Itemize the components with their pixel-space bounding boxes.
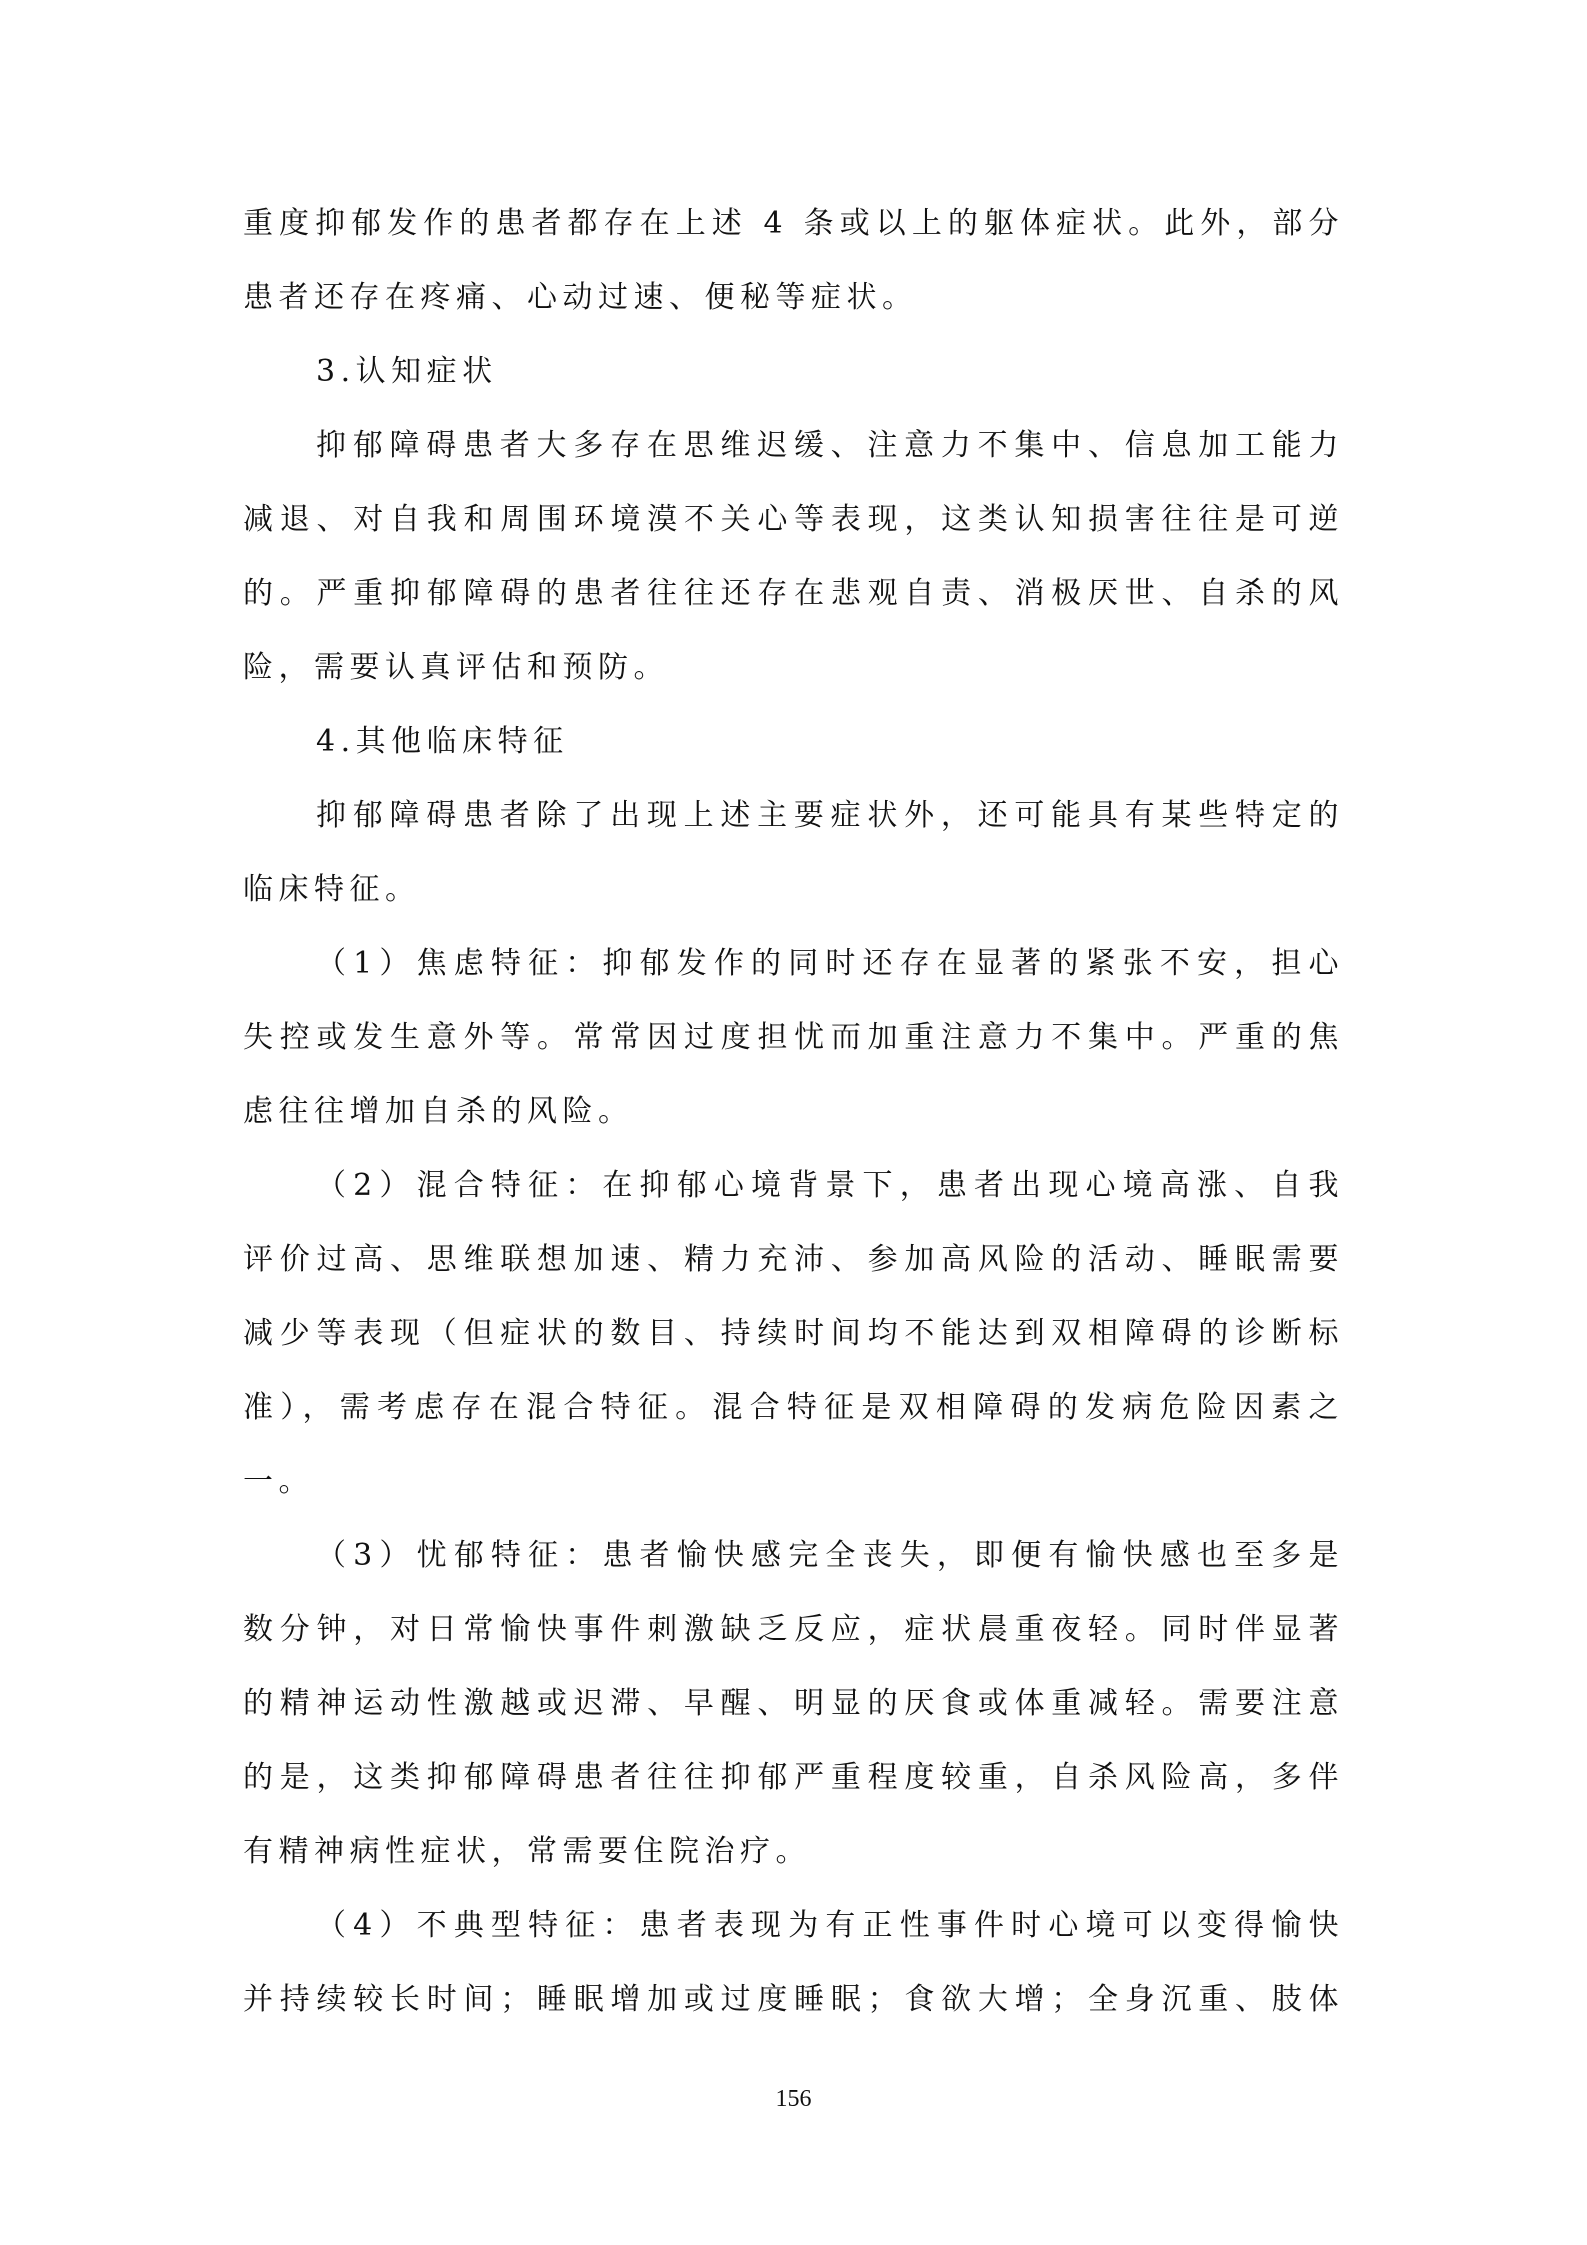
body-text (243, 187, 1344, 2037)
text-line: 抑郁障碍患者大多存在思维迟缓、注意力不集中、信息加工能力 (316, 428, 1344, 463)
heading-text: 3.认知症状 (316, 354, 498, 389)
text-line: 患者还存在疼痛、心动过速、便秘等症状。 (243, 280, 918, 315)
text-line: 的。严重抑郁障碍的患者往往还存在悲观自责、消极厌世、自杀的风 (243, 576, 1344, 611)
text-line: 减少等表现（但症状的数目、持续时间均不能达到双相障碍的诊断标 (243, 1316, 1344, 1351)
text-line: 临床特征。 (243, 872, 421, 907)
section-heading-cognitive (243, 335, 1344, 409)
text-line: 并持续较长时间；睡眠增加或过度睡眠；食欲大增；全身沉重、肢体 (243, 1982, 1344, 2017)
text-line: 险，需要认真评估和预防。 (243, 650, 669, 685)
text-line: 的精神运动性激越或迟滞、早醒、明显的厌食或体重减轻。需要注意 (243, 1686, 1344, 1721)
text-line: （3）忧郁特征：患者愉快感完全丧失，即便有愉快感也至多是 (316, 1538, 1344, 1573)
paragraph-other-features-intro (243, 779, 1344, 927)
paragraph-cognitive-symptoms (243, 409, 1344, 705)
text-line: （2）混合特征：在抑郁心境背景下，患者出现心境高涨、自我 (316, 1168, 1344, 1203)
heading-text: 4.其他临床特征 (316, 724, 569, 759)
text-line: 有精神病性症状，常需要住院治疗。 (243, 1834, 811, 1869)
paragraph-mixed-features (243, 1149, 1344, 1519)
text-line: 重度抑郁发作的患者都存在上述 4 条或以上的躯体症状。此外，部分 (243, 206, 1344, 241)
text-line: （1）焦虑特征：抑郁发作的同时还存在显著的紧张不安，担心 (316, 946, 1344, 981)
paragraph-anxiety-features (243, 927, 1344, 1149)
text-line: 失控或发生意外等。常常因过度担忧而加重注意力不集中。严重的焦 (243, 1020, 1344, 1055)
text-line: 一。 (243, 1464, 314, 1499)
paragraph-continuation (243, 187, 1344, 335)
text-line: （4）不典型特征：患者表现为有正性事件时心境可以变得愉快 (316, 1908, 1344, 1943)
text-line: 虑往往增加自杀的风险。 (243, 1094, 634, 1129)
paragraph-melancholic-features (243, 1519, 1344, 1889)
text-line: 的是，这类抑郁障碍患者往往抑郁严重程度较重，自杀风险高，多伴 (243, 1760, 1344, 1795)
paragraph-atypical-features (243, 1889, 1344, 2037)
page-number: 156 (775, 2086, 812, 2112)
text-line: 准），需考虑存在混合特征。混合特征是双相障碍的发病危险因素之 (243, 1390, 1344, 1425)
text-line: 抑郁障碍患者除了出现上述主要症状外，还可能具有某些特定的 (316, 798, 1344, 833)
section-heading-other-features (243, 705, 1344, 779)
text-line: 减退、对自我和周围环境漠不关心等表现，这类认知损害往往是可逆 (243, 502, 1344, 537)
text-line: 评价过高、思维联想加速、精力充沛、参加高风险的活动、睡眠需要 (243, 1242, 1344, 1277)
text-line: 数分钟，对日常愉快事件刺激缺乏反应，症状晨重夜轻。同时伴显著 (243, 1612, 1344, 1647)
